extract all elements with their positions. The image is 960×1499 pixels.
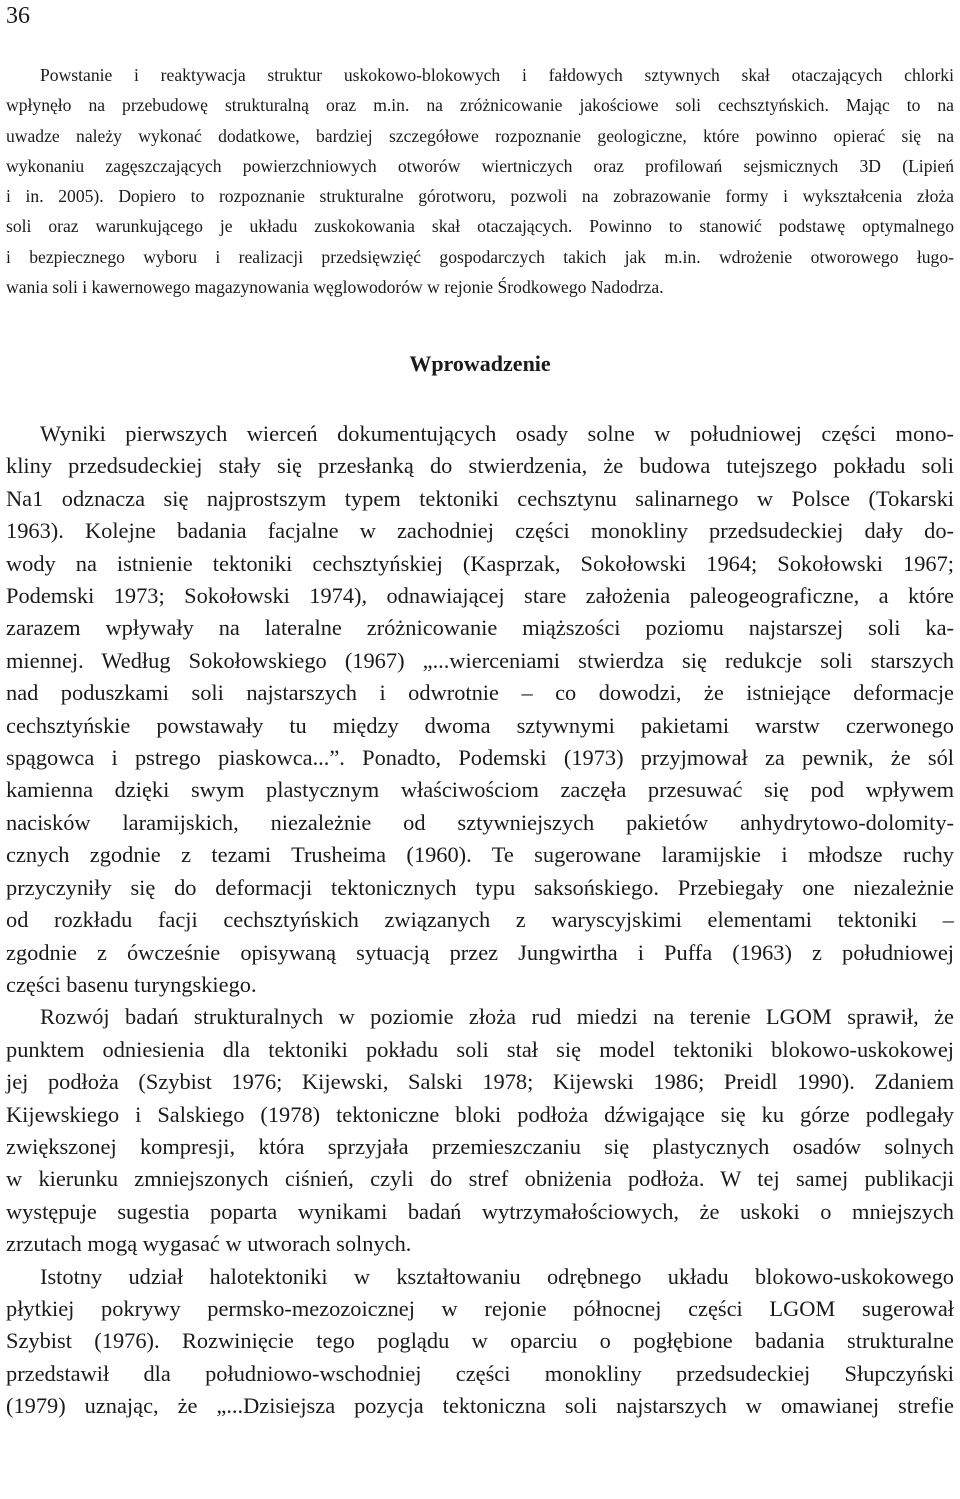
text-line: wpłynęło na przebudowę strukturalną oraz m.in. na zróżnicowanie jakościowe soli cechsztyńskich. Mając to na	[6, 95, 954, 116]
text-line: w kierunku zmniejszonych ciśnień, czyli do stref obniżenia podłoża. W tej samej publikacji	[6, 1166, 954, 1192]
text-line: Wyniki pierwszych wierceń dokumentujących osady solne w południowej części mono-	[40, 421, 954, 446]
text-line: przyczyniły się do deformacji tektonicznych typu saksońskiego. Przebiegały one niezależnie	[6, 874, 954, 900]
text-line: zwiększonej kompresji, która sprzyjała przemieszczaniu się plastycznych osadów solnych	[6, 1133, 954, 1159]
text-line: i bezpiecznego wyboru i realizacji przedsięwzięć gospodarczych takich jak m.in. wdrożenie otworowego ługo-	[6, 246, 954, 267]
body-text	[6, 418, 954, 1423]
text-line: Powstanie i reaktywacja struktur uskokowo-blokowych i fałdowych sztywnych skał otaczających chlorki	[40, 65, 954, 85]
text-line: (1979) uznając, że „...Dzisiejsza pozycja tektoniczna soli najstarszych w omawianej strefie	[6, 1393, 954, 1419]
text-line: przedstawił dla południowo-wschodniej części monokliny przedsudeckiej Słupczyński	[6, 1360, 954, 1386]
text-line: zgodnie z ówcześnie opisywaną sytuacją przez Jungwirtha i Puffa (1963) z południowej	[6, 939, 954, 965]
text-line: płytkiej pokrywy permsko-mezozoicznej w rejonie północnej części LGOM sugerował	[6, 1295, 954, 1321]
text-line: Szybist (1976). Rozwinięcie tego poglądu w oparciu o pogłębione badania strukturalne	[6, 1328, 954, 1354]
section-title: Wprowadzenie	[409, 351, 551, 376]
abstract-paragraph	[6, 60, 954, 302]
text-line: miennej. Według Sokołowskiego (1967) „...wierceniami stwierdza się redukcje soli starszych	[6, 647, 954, 673]
text-line: Rozwój badań strukturalnych w poziomie złoża rud miedzi na terenie LGOM sprawił, że	[40, 1004, 954, 1030]
paragraph	[6, 418, 954, 1001]
text-line: Na1 odznacza się najprostszym typem tektoniki cechsztynu salinarnego w Polsce (Tokarski	[6, 485, 954, 511]
text-line: nacisków laramijskich, niezależnie od sztywniejszych pakietów anhydrytowo-dolomity-	[6, 809, 954, 835]
text-line: kliny przedsudeckiej stały się przesłanką do stwierdzenia, że budowa tutejszego pokładu soli	[6, 453, 954, 479]
text-line: zarazem wpływały na lateralne zróżnicowanie miąższości poziomu najstarszej soli ka-	[6, 615, 954, 641]
text-line: Kijewskiego i Salskiego (1978) tektoniczne bloki podłoża dźwigające się ku górze podlegały	[6, 1101, 954, 1127]
text-line: występuje sugestia poparta wynikami badań wytrzymałościowych, że uskoki o mniejszych	[6, 1198, 954, 1224]
text-line: wania soli i kawernowego magazynowania węglowodorów w rejonie Środkowego Nadodrza.	[6, 277, 664, 298]
text-line: soli oraz warunkującego je układu zuskokowania skał otaczających. Powinno to stanowić podstawę optymalnego	[6, 216, 954, 237]
text-line: i in. 2005). Dopiero to rozpoznanie strukturalne górotworu, pozwoli na zobrazowanie formy i wykształcenia złoża	[6, 186, 954, 207]
text-line: kamienna dzięki swym plastycznym właściwościom zaczęła przesuwać się pod wpływem	[6, 777, 954, 803]
text-line: wody na istnienie tektoniki cechsztyńskiej (Kasprzak, Sokołowski 1964; Sokołowski 1967;	[6, 550, 954, 576]
text-line: zrzutach mogą wygasać w utworach solnych.	[6, 1231, 412, 1257]
text-line: cznych zgodnie z tezami Trusheima (1960). Te sugerowane laramijskie i młodsze ruchy	[6, 842, 954, 868]
text-line: wykonaniu zagęszczających powierzchniowych otworów wiertniczych oraz profilowań sejsmicznych 3D (Lipień	[6, 155, 954, 176]
text-line: od rozkładu facji cechsztyńskich związanych z waryscyjskimi elementami tektoniki –	[6, 907, 954, 933]
paragraph	[6, 1261, 954, 1423]
text-line: uwadze należy wykonać dodatkowe, bardziej szczegółowe rozpoznanie geologiczne, które powinno opierać się na	[6, 125, 954, 146]
text-line: punktem odniesienia dla tektoniki pokładu soli stał się model tektoniki blokowo-uskokowej	[6, 1036, 954, 1062]
paragraph	[6, 1001, 954, 1260]
text-line: 1963). Kolejne badania facjalne w zachodniej części monokliny przedsudeckiej dały do-	[6, 518, 954, 544]
text-line: spągowca i pstrego piaskowca...”. Ponadto, Podemski (1973) przyjmował za pewnik, że sól	[6, 745, 954, 771]
text-line: Podemski 1973; Sokołowski 1974), odnawiającej stare założenia paleogeograficzne, a które	[6, 583, 954, 609]
text-line: Istotny udział halotektoniki w kształtowaniu odrębnego układu blokowo-uskokowego	[40, 1263, 954, 1289]
text-line: cechsztyńskie powstawały tu między dwoma sztywnymi pakietami warstw czerwonego	[6, 712, 954, 738]
text-line: części basenu turyngskiego.	[6, 971, 257, 997]
text-line: jej podłoża (Szybist 1976; Kijewski, Salski 1978; Kijewski 1986; Preidl 1990). Zdaniem	[6, 1069, 954, 1095]
page-number: 36	[6, 3, 30, 29]
text-line: nad poduszkami soli najstarszych i odwrotnie – co dowodzi, że istniejące deformacje	[6, 680, 954, 706]
